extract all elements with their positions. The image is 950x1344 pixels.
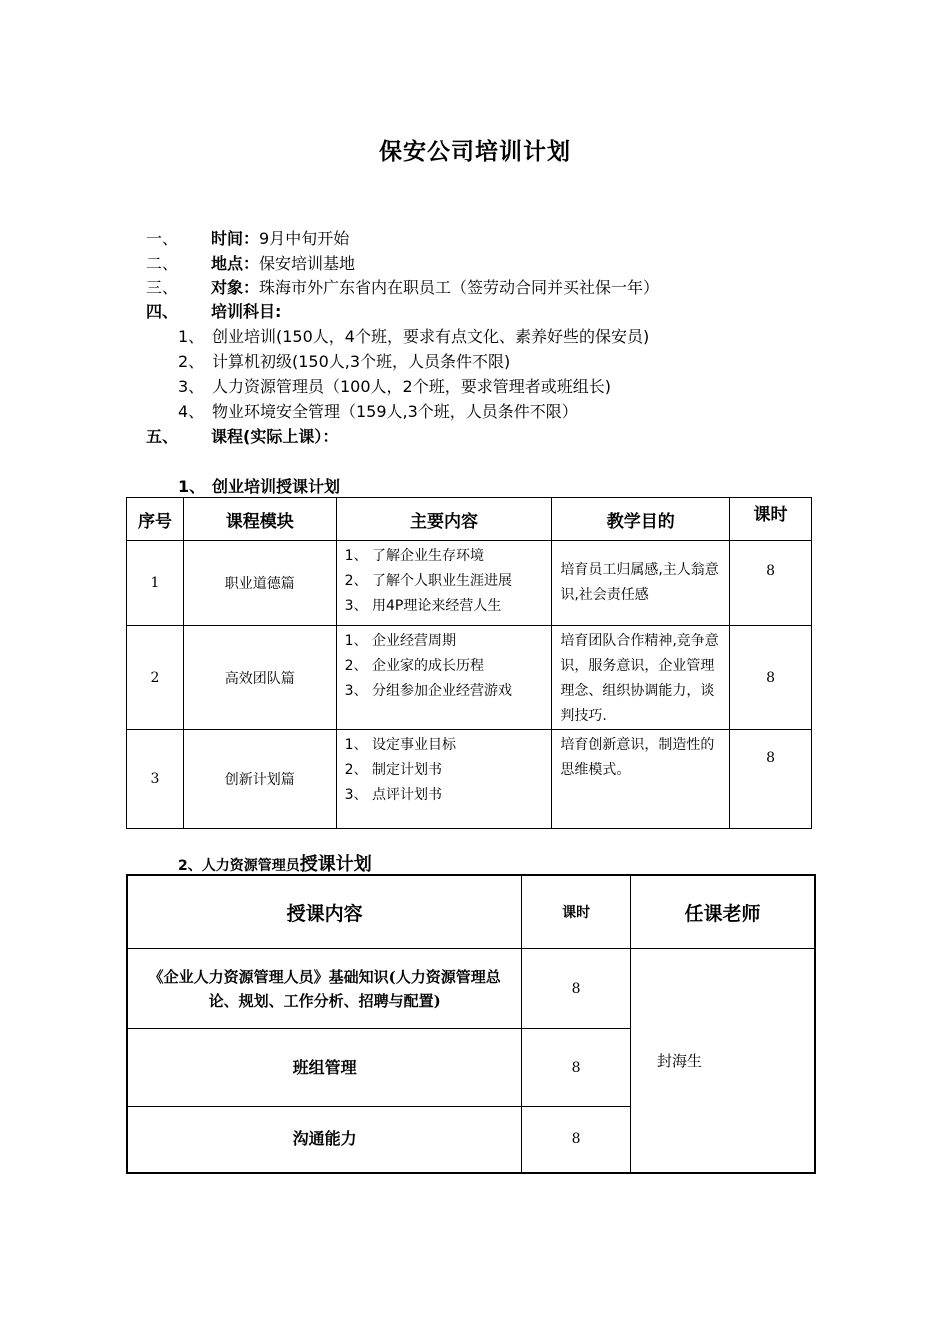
content-line: 2、 了解个人职业生涯进展 <box>344 573 513 589</box>
content-line: 1、 了解企业生存环境 <box>344 548 485 564</box>
subject-number: 2、 <box>178 352 205 371</box>
row-module: 创新计划篇 <box>183 730 336 829</box>
header-hours: 课时 <box>730 498 812 541</box>
content-line: 1、 设定事业目标 <box>344 737 457 753</box>
section-label: 地点 <box>211 254 244 273</box>
content-line: 2、 企业家的成长历程 <box>344 658 485 674</box>
subject-item <box>178 374 818 396</box>
section-number: 三、 <box>146 278 179 297</box>
header-module: 课程模块 <box>183 498 336 541</box>
section-value: 保安培训基地 <box>259 254 356 273</box>
row-no: 2 <box>127 626 184 730</box>
row-content: 《企业人力资源管理人员》基础知识(人力资源管理总论、规划、工作分析、招聘与配置) <box>127 949 522 1029</box>
header-goal: 教学目的 <box>552 498 730 541</box>
content-line: 1、 企业经营周期 <box>344 633 457 649</box>
plan1-heading <box>178 474 578 496</box>
row-no: 1 <box>127 541 184 626</box>
table-row <box>127 626 812 730</box>
row-content: 班组管理 <box>127 1029 522 1107</box>
table-header-row <box>127 498 812 541</box>
plan1-heading-number: 1、 <box>178 477 206 496</box>
plan1-table <box>126 497 812 829</box>
row-content <box>336 626 552 730</box>
row-content: 沟通能力 <box>127 1107 522 1173</box>
plan2-heading <box>178 850 372 876</box>
section-value: 9月中旬开始 <box>259 229 350 248</box>
row-goal: 培育创新意识，制造性的思维模式。 <box>552 730 730 829</box>
section-label: 培训科目: <box>211 302 282 321</box>
table-row <box>127 949 815 1029</box>
section-number: 四、 <box>146 302 179 321</box>
row-hours: 8 <box>730 541 812 626</box>
section-label: 对象 <box>211 278 244 297</box>
row-goal <box>552 541 730 626</box>
subject-text: 物业环境安全管理（159人,3个班，人员条件不限） <box>212 402 578 421</box>
row-hours: 8 <box>522 949 631 1029</box>
subject-item <box>178 324 818 346</box>
section-colon: ： <box>243 254 260 273</box>
row-goal: 培育团队合作精神,竞争意识，服务意识，企业管理理念、组织协调能力，谈判技巧. <box>552 626 730 730</box>
subject-number: 1、 <box>178 327 205 346</box>
section-label: 课程(实际上课）： <box>211 427 339 446</box>
content-line: 3、 点评计划书 <box>344 787 443 803</box>
section-colon: ： <box>243 278 260 297</box>
subject-item <box>178 399 818 421</box>
section-target <box>146 275 846 297</box>
header-content: 主要内容 <box>336 498 552 541</box>
section-courses <box>146 424 846 446</box>
subject-number: 3、 <box>178 377 205 396</box>
section-number: 一、 <box>146 229 179 248</box>
row-hours: 8 <box>522 1029 631 1107</box>
row-content <box>336 730 552 829</box>
row-hours: 8 <box>522 1107 631 1173</box>
teacher-name: 封海生 <box>656 1051 702 1070</box>
content-line: 3、 用4P理论来经营人生 <box>344 598 502 614</box>
row-module: 高效团队篇 <box>183 626 336 730</box>
plan1-heading-text: 创业培训授课计划 <box>212 477 341 496</box>
subject-text: 创业培训(150人，4个班，要求有点文化、素养好些的保安员) <box>212 327 650 346</box>
section-value: 珠海市外广东省内在职员工（签劳动合同并买社保一年） <box>259 278 660 297</box>
section-time <box>146 226 846 248</box>
section-colon: ： <box>243 229 260 248</box>
content-line: 3、 分组参加企业经营游戏 <box>344 683 513 699</box>
section-location <box>146 251 846 273</box>
table-row <box>127 730 812 829</box>
row-no: 3 <box>127 730 184 829</box>
header-content: 授课内容 <box>127 875 522 949</box>
header-teacher: 任课老师 <box>630 875 815 949</box>
header-no: 序号 <box>127 498 184 541</box>
plan2-heading-prefix: 2、人力资源管理员 <box>178 858 300 874</box>
plan2-heading-suffix: 授课计划 <box>299 854 372 875</box>
content-line: 2、 制定计划书 <box>344 762 443 778</box>
page-title: 保安公司培训计划 <box>379 139 571 165</box>
table-row <box>127 541 812 626</box>
header-hours: 课时 <box>522 875 631 949</box>
row-module: 职业道德篇 <box>183 541 336 626</box>
subject-text: 人力资源管理员（100人，2个班，要求管理者或班组长) <box>212 377 611 396</box>
teacher-cell <box>630 949 815 1173</box>
section-number: 五、 <box>146 427 179 446</box>
subject-number: 4、 <box>178 402 205 421</box>
row-hours: 8 <box>730 730 812 829</box>
goal-text: 培育员工归属感,主人翁意识,社会责任感 <box>560 562 719 603</box>
subject-item <box>178 349 818 371</box>
subject-text: 计算机初级(150人,3个班，人员条件不限) <box>212 352 511 371</box>
row-content <box>336 541 552 626</box>
row-hours: 8 <box>730 626 812 730</box>
section-subjects <box>146 299 846 321</box>
table-header-row <box>127 875 815 949</box>
plan2-table <box>126 874 816 1174</box>
section-number: 二、 <box>146 254 179 273</box>
section-label: 时间 <box>211 229 244 248</box>
